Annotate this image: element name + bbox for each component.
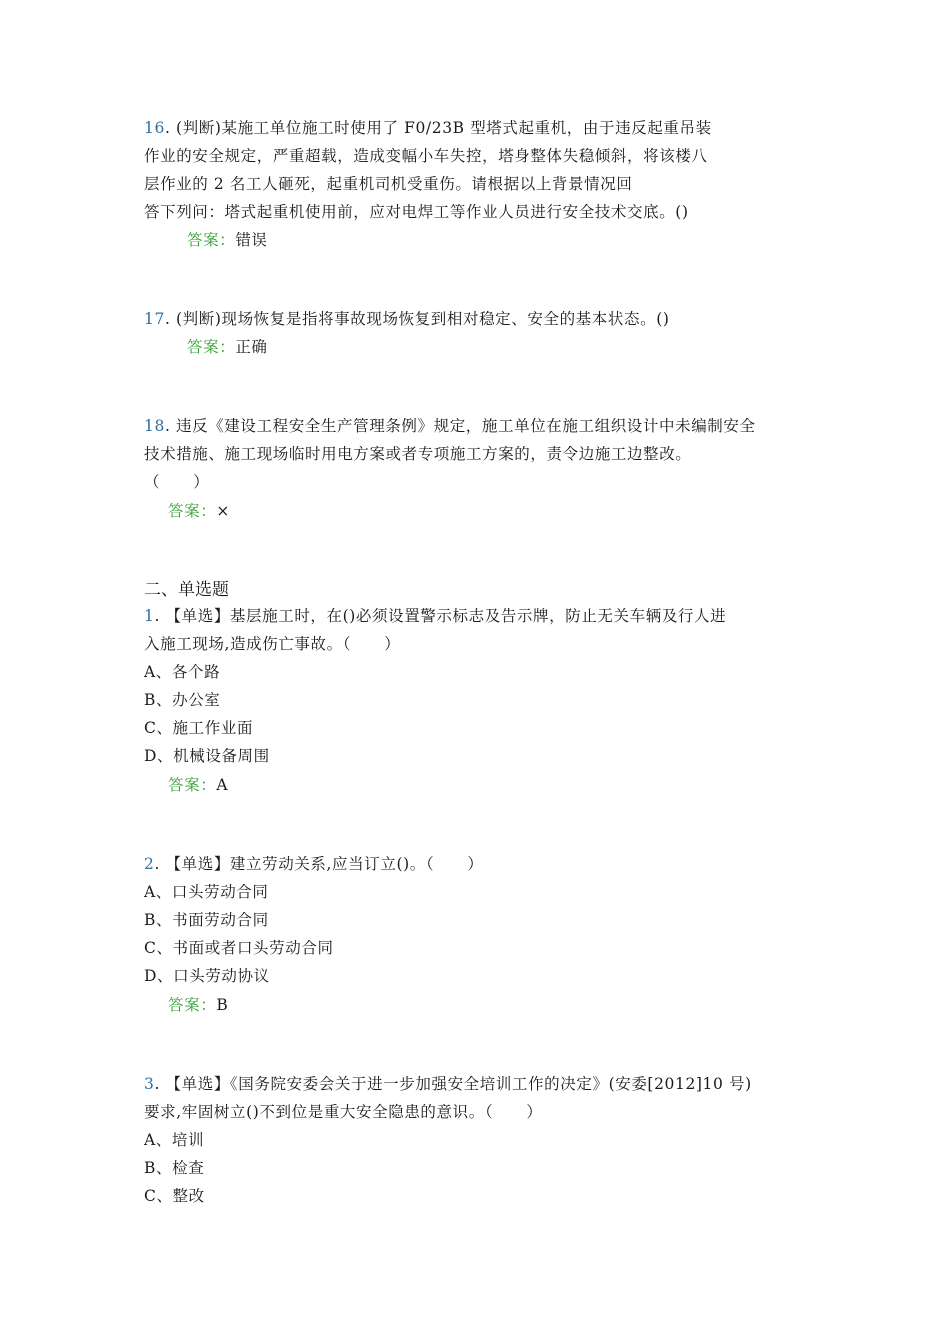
q18-line-3: （ ） <box>144 473 210 491</box>
s1-option-b: B、办公室 <box>144 691 221 709</box>
q16-answer: 答案：错误 <box>187 231 268 249</box>
q18-line-2: 技术措施、施工现场临时用电方案或者专项施工方案的，责令边施工边整改。 <box>144 445 692 463</box>
q17-line-1: 17. (判断)现场恢复是指将事故现场恢复到相对稳定、安全的基本状态。() <box>144 310 670 328</box>
q16-line-4: 答下列问：塔式起重机使用前，应对电焊工等作业人员进行安全技术交底。() <box>144 203 689 221</box>
s1-line-1: 1. 【单选】基层施工时，在()必须设置警示标志及告示牌，防止无关车辆及行人进 <box>144 607 727 625</box>
s2-answer: 答案：B <box>168 996 229 1014</box>
s2-option-d: D、口头劳动协议 <box>144 967 270 985</box>
q16-line-3: 层作业的 2 名工人砸死，起重机司机受重伤。请根据以上背景情况回 <box>144 175 633 193</box>
q18-line-1: 18. 违反《建设工程安全生产管理条例》规定，施工单位在施工组织设计中未编制安全 <box>144 417 756 435</box>
s3-option-b: B、检查 <box>144 1159 205 1177</box>
section-title: 二、单选题 <box>144 580 229 600</box>
s1-option-d: D、机械设备周围 <box>144 747 270 765</box>
s3-option-a: A、培训 <box>144 1131 205 1149</box>
s1-option-c: C、施工作业面 <box>144 719 254 737</box>
s1-answer: 答案：A <box>168 776 229 794</box>
s3-line-2: 要求,牢固树立()不到位是重大安全隐患的意识。（ ） <box>144 1103 543 1121</box>
s1-option-a: A、各个路 <box>144 663 221 681</box>
q18-number: 18 <box>144 417 165 435</box>
q17-number: 17 <box>144 310 165 328</box>
s1-line-2: 入施工现场,造成伤亡事故。（ ） <box>144 635 401 653</box>
q17-answer: 答案：正确 <box>187 338 268 356</box>
s2-option-b: B、书面劳动合同 <box>144 911 269 929</box>
q16-number: 16 <box>144 119 165 137</box>
s2-number: 2 <box>144 855 155 873</box>
s2-line-1: 2. 【单选】建立劳动关系,应当订立()。（ ） <box>144 855 484 873</box>
s2-option-a: A、口头劳动合同 <box>144 883 269 901</box>
s3-line-1: 3. 【单选】《国务院安委会关于进一步加强安全培训工作的决定》(安委[2012]10 号) <box>144 1075 752 1093</box>
q16-line-1: 16. (判断)某施工单位施工时使用了 F0/23B 型塔式起重机，由于违反起重吊装 <box>144 119 712 137</box>
s3-number: 3 <box>144 1075 155 1093</box>
s1-number: 1 <box>144 607 155 625</box>
q18-answer: 答案：× <box>168 502 230 520</box>
q16-line-2: 作业的安全规定，严重超载，造成变幅小车失控，塔身整体失稳倾斜，将该楼八 <box>144 147 708 165</box>
s3-option-c: C、整改 <box>144 1187 205 1205</box>
s2-option-c: C、书面或者口头劳动合同 <box>144 939 334 957</box>
